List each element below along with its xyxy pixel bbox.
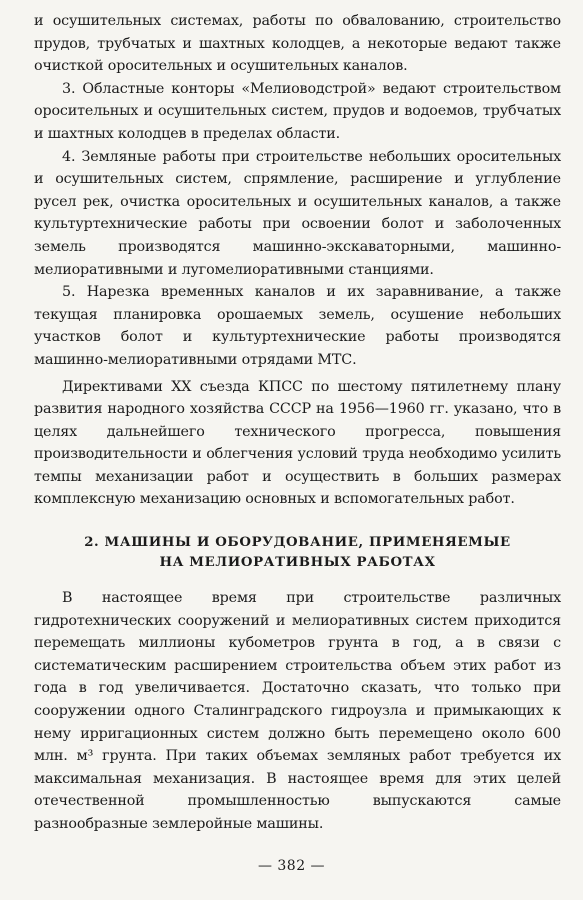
document-page [34,10,561,836]
section-title-line-2: НА МЕЛИОРАТИВНЫХ РАБОТАХ [159,555,436,571]
paragraph-item-3: 3. Областные конторы «Мелиоводстрой» ведают строительством оросительных и осушительных систем, прудов и водоемов, трубчатых и шахтных колодцев в пределах области. [34,80,561,142]
paragraph-continuation: и осушительных системах, работы по обвалованию, строительство прудов, трубчатых и шахтных колодцев, а некоторые ведают также очисткой оросительных и осушительных каналов. [34,13,561,75]
page-number: — 382 — [257,858,326,874]
section-title [34,533,561,573]
paragraph-directives: Директивами XX съезда КПСС по шестому пятилетнему плану развития народного хозяйства СССР на 1956—1960 гг. указано, что в целях дальнейшего технического прогресса, повышения производительности и облегчения условий труда необходимо усилить темпы механизации работ и осуществить в больших размерах комплексную механизацию основных и вспомогательных работ. [34,378,561,508]
paragraph-machines: В настоящее время при строительстве различных гидротехнических сооружений и мелиоративных систем приходится перемещать миллионы кубометров грунта в год, а в связи с систематическим расширением строительства объем этих работ из года в год увеличивается. Достаточно сказать, что только при сооружении одного Сталинградского гидроузла и примыкающих к нему ирригационных систем должно быть перемещено около 600 млн. м³ грунта. При таких объемах земляных работ требуется их максимальная механизация. В настоящее время для этих целей отечественной промышленностью выпускаются самые разнообразные землеройные машины. [34,590,561,832]
paragraph-item-4: 4. Земляные работы при строительстве небольших оросительных и осушительных систем, спрямление, расширение и углубление русел рек, очистка оросительных и осушительных каналов, а также культуртехнические работы при освоении болот и заболоченных земель производятся машинно-экскаваторными, машинно-мелиоративными и лугомелиоративными станциями. [34,148,561,278]
paragraph-item-5: 5. Нарезка временных каналов и их заравнивание, а также текущая планировка орошаемых земель, осушение небольших участков болот и культуртехнические работы производятся машинно-мелиоративными отрядами МТС. [34,284,561,368]
section-title-line-1: 2. МАШИНЫ И ОБОРУДОВАНИЕ, ПРИМЕНЯЕМЫЕ [84,535,511,551]
